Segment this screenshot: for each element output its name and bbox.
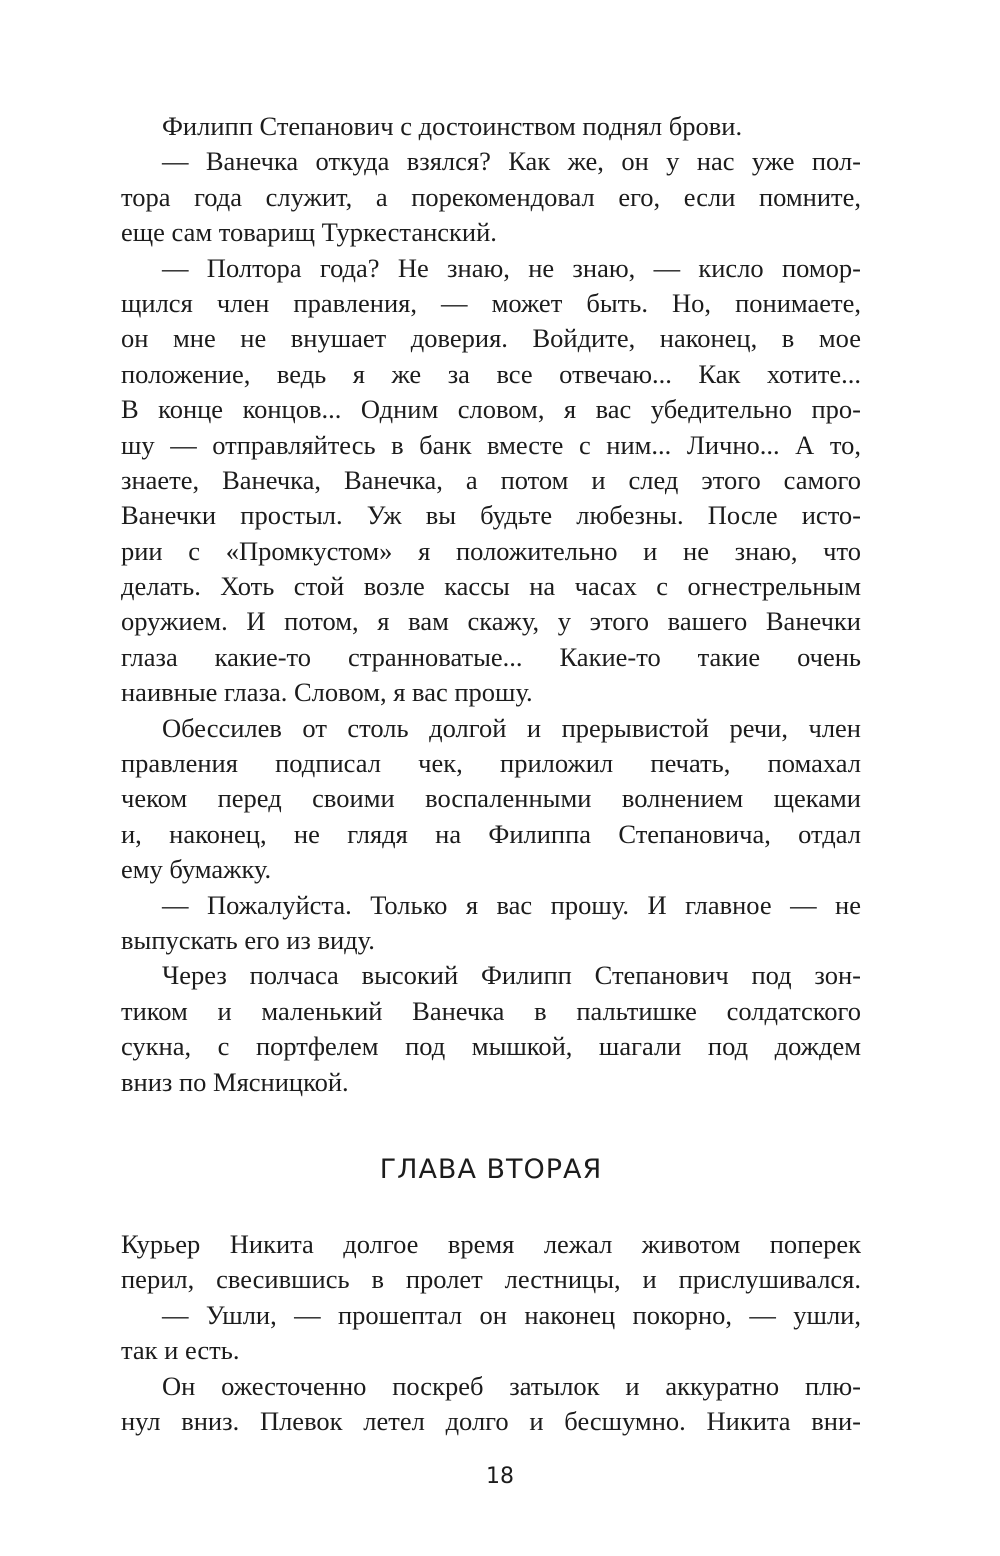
text-line: Ванечки простыл. Уж вы будьте любезны. После исто- [121, 500, 861, 531]
text-line: — Ушли, — прошептал он наконец покорно, — ушли, [162, 1299, 861, 1330]
text-line: щился член правления, — может быть. Но, понимаете, [121, 287, 861, 318]
text-line: еще сам товарищ Туркестанский. [121, 217, 497, 248]
page-number: 18 [486, 1464, 514, 1489]
text-line: Обессилев от столь долгой и прерывистой речи, член [162, 712, 861, 743]
text-line: он мне не внушает доверия. Войдите, наконец, в мое [121, 323, 861, 354]
text-line: тора года служит, а порекомендовал его, если помните, [121, 181, 861, 212]
text-line: сукна, с портфелем под мышкой, шагали под дождем [121, 1031, 861, 1062]
text-line: выпускать его из виду. [121, 924, 375, 955]
text-block-bottom [121, 1227, 861, 1439]
text-line: Курьер Никита долгое время лежал животом поперек [121, 1229, 861, 1259]
text-line: нул вниз. Плевок летел долго и бесшумно. Никита вни- [121, 1405, 861, 1436]
text-line: — Ванечка откуда взялся? Как же, он у нас уже пол- [162, 146, 861, 177]
text-line: В конце концов... Одним словом, я вас убедительно про- [121, 394, 861, 425]
text-line: оружием. И потом, я вам скажу, у этого вашего Ванечки [121, 606, 861, 637]
text-line: глаза какие-то странноватые... Какие-то такие очень [121, 641, 861, 672]
text-line: наивные глаза. Словом, я вас прошу. [121, 677, 533, 708]
text-line: ему бумажку. [121, 854, 272, 885]
text-block-top [121, 109, 861, 1100]
text-line: вниз по Мясницкой. [121, 1066, 349, 1097]
text-line: шу — отправляйтесь в банк вместе с ним... Лично... А то, [121, 429, 861, 460]
chapter-title: ГЛАВА ВТОРАЯ [379, 1154, 603, 1185]
text-line: так и есть. [121, 1335, 240, 1366]
text-line: чеком перед своими воспаленными волнением щеками [121, 783, 861, 814]
text-line: рии с «Промкустом» я положительно и не знаю, что [121, 535, 861, 566]
text-line: Через полчаса высокий Филипп Степанович под зон- [162, 960, 861, 991]
text-line: Он ожесточенно поскреб затылок и аккуратно плю- [162, 1370, 861, 1401]
text-line: перил, свесившись в пролет лестницы, и прислушивался. [121, 1264, 861, 1295]
text-line: положение, ведь я же за все отвечаю... Как хотите... [121, 358, 861, 389]
text-line: тиком и маленький Ванечка в пальтишке солдатского [121, 995, 861, 1026]
text-line: — Пожалуйста. Только я вас прошу. И главное — не [162, 889, 861, 920]
text-line: Филипп Степанович с достоинством поднял брови. [162, 111, 743, 141]
text-line: и, наконец, не глядя на Филиппа Степановича, отдал [121, 818, 861, 849]
text-line: делать. Хоть стой возле кассы на часах с огнестрельным [121, 571, 861, 602]
text-line: — Полтора года? Не знаю, не знаю, — кисло помор- [162, 252, 861, 283]
text-line: правления подписал чек, приложил печать, помахал [121, 748, 861, 779]
text-line: знаете, Ванечка, Ванечка, а потом и след этого самого [121, 464, 861, 495]
